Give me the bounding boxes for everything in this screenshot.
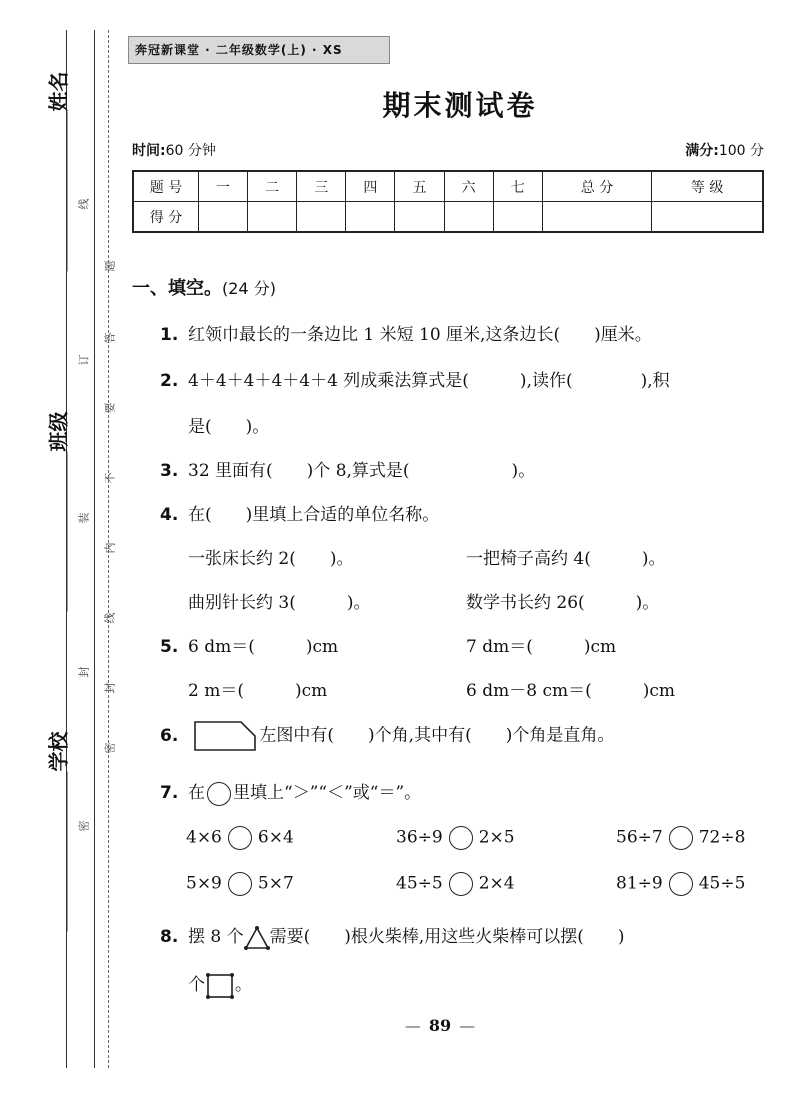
name-label: 姓名 (43, 72, 72, 278)
exam-time: 时间:60 分钟 (132, 143, 216, 159)
question-4-item: 曲别针长约 3( )。 (188, 593, 371, 613)
circle-icon (207, 782, 231, 806)
matchstick-square-icon (205, 972, 235, 1000)
compare-item: 45÷5 2×4 (396, 872, 515, 896)
binding-strip (0, 0, 120, 1108)
table-cell: 三 (297, 171, 346, 202)
score-cell[interactable] (493, 202, 542, 233)
question-5-item: 2 m＝( )cm (188, 681, 328, 701)
question-5-item: 7 dm＝( )cm (466, 637, 617, 657)
pentagon-figure-icon (193, 720, 259, 752)
seal-char: 内 (103, 542, 117, 554)
compare-circle[interactable] (449, 872, 473, 896)
table-cell: 二 (248, 171, 297, 202)
seal-char: 订 (77, 354, 91, 366)
table-cell: 一 (199, 171, 248, 202)
compare-item: 4×6 6×4 (186, 826, 294, 850)
question-4-item: 一张床长约 2( )。 (188, 549, 354, 569)
seal-char: 题 (103, 260, 117, 272)
seal-char: 封 (77, 666, 91, 678)
question-2-cont: 是( )。 (188, 417, 270, 437)
seal-char: 答 (103, 332, 117, 344)
score-cell[interactable] (248, 202, 297, 233)
full-score: 满分:100 分 (685, 143, 764, 159)
score-cell[interactable] (297, 202, 346, 233)
table-cell: 得 分 (133, 202, 199, 233)
score-cell[interactable] (346, 202, 395, 233)
table-row (133, 171, 763, 202)
question-4-item: 数学书长约 26( )。 (466, 593, 660, 613)
matchstick-triangle-icon (244, 926, 270, 950)
question-4-item: 一把椅子高约 4( )。 (466, 549, 666, 569)
compare-circle[interactable] (228, 826, 252, 850)
score-cell[interactable] (542, 202, 652, 233)
seal-char: 要 (103, 402, 117, 414)
school-label: 学校 (43, 732, 72, 938)
page-title: 期末测试卷 (382, 89, 538, 122)
compare-circle[interactable] (669, 826, 693, 850)
question-8: 8. 摆 8 个 需要( )根火柴棒,用这些火柴棒可以摆( ) (160, 922, 625, 950)
table-cell: 题 号 (133, 171, 199, 202)
score-cell[interactable] (652, 202, 763, 233)
table-cell: 五 (395, 171, 444, 202)
class-label: 班级 (43, 412, 72, 618)
seal-char: 封 (103, 682, 117, 694)
page-number: — 89 — (404, 1016, 476, 1035)
compare-item: 81÷9 45÷5 (616, 872, 745, 896)
table-cell: 等 级 (652, 171, 763, 202)
table-cell: 四 (346, 171, 395, 202)
series-banner: 奔冠新课堂 · 二年级数学(上) · XS (128, 36, 390, 64)
question-2: 2. 4＋4＋4＋4＋4＋4 列成乘法算式是( ),读作( ),积 (160, 371, 670, 391)
score-cell[interactable] (199, 202, 248, 233)
table-cell: 六 (444, 171, 493, 202)
seal-char: 线 (103, 612, 117, 624)
table-row (133, 202, 763, 233)
score-cell[interactable] (444, 202, 493, 233)
question-1: 1. 红领巾最长的一条边比 1 米短 10 厘米,这条边长( )厘米。 (160, 325, 652, 345)
question-5-item: 6 dm－8 cm＝( )cm (466, 681, 675, 701)
seal-char: 装 (77, 512, 91, 524)
question-7: 7. 在 里填上“＞”“＜”或“＝”。 (160, 778, 421, 806)
score-table (132, 170, 764, 233)
seal-char: 不 (103, 472, 117, 484)
compare-item: 56÷7 72÷8 (616, 826, 745, 850)
score-cell[interactable] (395, 202, 444, 233)
section-heading: 一、填空。(24 分) (132, 278, 276, 299)
binding-line (94, 30, 95, 1068)
compare-circle[interactable] (228, 872, 252, 896)
compare-circle[interactable] (669, 872, 693, 896)
table-cell: 七 (493, 171, 542, 202)
compare-item: 5×9 5×7 (186, 872, 294, 896)
question-5: 5. 6 dm＝( )cm (160, 637, 339, 657)
compare-circle[interactable] (449, 826, 473, 850)
seal-char: 密 (103, 742, 117, 754)
compare-item: 36÷9 2×5 (396, 826, 515, 850)
question-3: 3. 32 里面有( )个 8,算式是( )。 (160, 461, 536, 481)
seal-char: 密 (77, 820, 91, 832)
question-8-cont: 个 。 (188, 970, 252, 1000)
table-cell: 总 分 (542, 171, 652, 202)
question-6: 6. 左图中有( )个角,其中有( )个角是直角。 (160, 720, 614, 752)
question-4: 4. 在( )里填上合适的单位名称。 (160, 505, 440, 525)
seal-char: 线 (77, 198, 91, 210)
